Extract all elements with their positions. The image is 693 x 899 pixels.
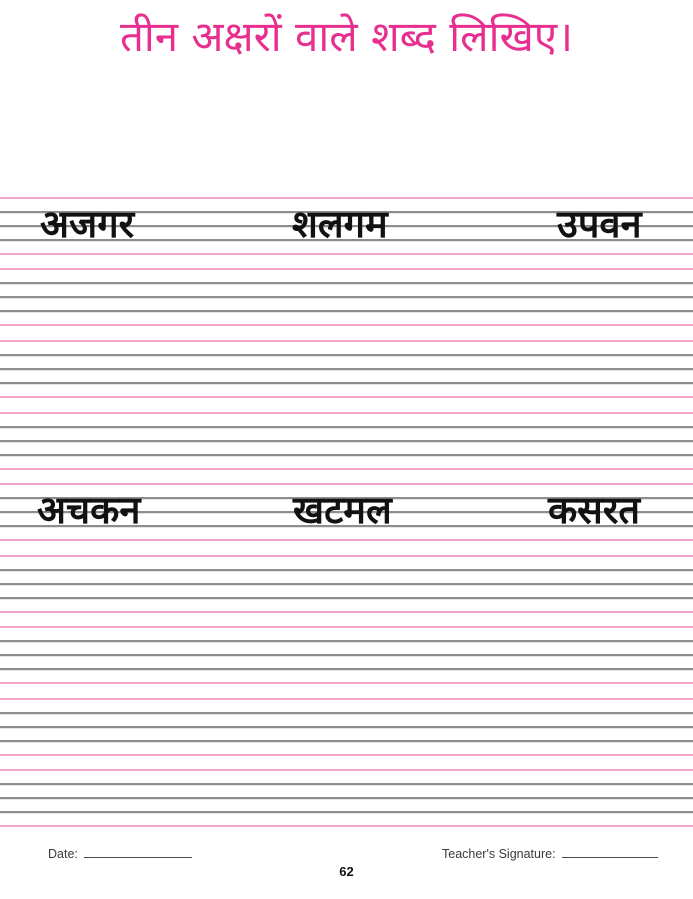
pink-rule-line bbox=[0, 611, 693, 613]
ruled-line-group bbox=[0, 340, 693, 398]
gray-rule-line bbox=[0, 368, 693, 370]
gray-rule-line bbox=[0, 583, 693, 585]
pink-rule-line bbox=[0, 324, 693, 326]
pink-rule-line bbox=[0, 412, 693, 414]
gray-rule-line bbox=[0, 597, 693, 599]
practice-word: अचकन bbox=[37, 488, 141, 532]
gray-rule-line bbox=[0, 811, 693, 813]
ruled-line-group bbox=[0, 412, 693, 470]
gray-rule-line bbox=[0, 282, 693, 284]
ruled-line-group bbox=[0, 483, 693, 541]
pink-rule-line bbox=[0, 268, 693, 270]
page-number: 62 bbox=[339, 864, 354, 879]
practice-word: अजगर bbox=[40, 202, 135, 246]
gray-rule-line bbox=[0, 354, 693, 356]
gray-rule-line bbox=[0, 797, 693, 799]
gray-rule-line bbox=[0, 712, 693, 714]
practice-word: खटमल bbox=[293, 488, 392, 532]
pink-rule-line bbox=[0, 754, 693, 756]
ruled-line-group bbox=[0, 698, 693, 756]
footer bbox=[0, 845, 693, 865]
gray-rule-line bbox=[0, 382, 693, 384]
ruled-line-group bbox=[0, 197, 693, 255]
signature-blank-line bbox=[562, 845, 658, 858]
gray-rule-line bbox=[0, 569, 693, 571]
pink-rule-line bbox=[0, 626, 693, 628]
gray-rule-line bbox=[0, 440, 693, 442]
gray-rule-line bbox=[0, 740, 693, 742]
ruled-line-group bbox=[0, 769, 693, 827]
gray-rule-line bbox=[0, 654, 693, 656]
date-label: Date: bbox=[48, 847, 78, 861]
pink-rule-line bbox=[0, 682, 693, 684]
pink-rule-line bbox=[0, 396, 693, 398]
practice-word: कसरत bbox=[548, 488, 641, 532]
gray-rule-line bbox=[0, 783, 693, 785]
ruled-line-group bbox=[0, 268, 693, 326]
gray-rule-line bbox=[0, 296, 693, 298]
ruled-line-group bbox=[0, 626, 693, 684]
pink-rule-line bbox=[0, 483, 693, 485]
pink-rule-line bbox=[0, 253, 693, 255]
gray-rule-line bbox=[0, 454, 693, 456]
pink-rule-line bbox=[0, 825, 693, 827]
pink-rule-line bbox=[0, 769, 693, 771]
gray-rule-line bbox=[0, 668, 693, 670]
gray-rule-line bbox=[0, 426, 693, 428]
pink-rule-line bbox=[0, 698, 693, 700]
pink-rule-line bbox=[0, 539, 693, 541]
pink-rule-line bbox=[0, 340, 693, 342]
gray-rule-line bbox=[0, 310, 693, 312]
practice-word: शलगम bbox=[292, 202, 388, 246]
signature-field bbox=[442, 845, 658, 861]
ruled-line-group bbox=[0, 555, 693, 613]
practice-word: उपवन bbox=[557, 202, 642, 246]
gray-rule-line bbox=[0, 726, 693, 728]
date-blank-line bbox=[84, 845, 192, 858]
date-field bbox=[48, 845, 192, 861]
pink-rule-line bbox=[0, 197, 693, 199]
page-title: तीन अक्षरों वाले शब्द लिखिए। bbox=[119, 12, 574, 61]
pink-rule-line bbox=[0, 468, 693, 470]
pink-rule-line bbox=[0, 555, 693, 557]
signature-label: Teacher's Signature: bbox=[442, 847, 556, 861]
gray-rule-line bbox=[0, 640, 693, 642]
